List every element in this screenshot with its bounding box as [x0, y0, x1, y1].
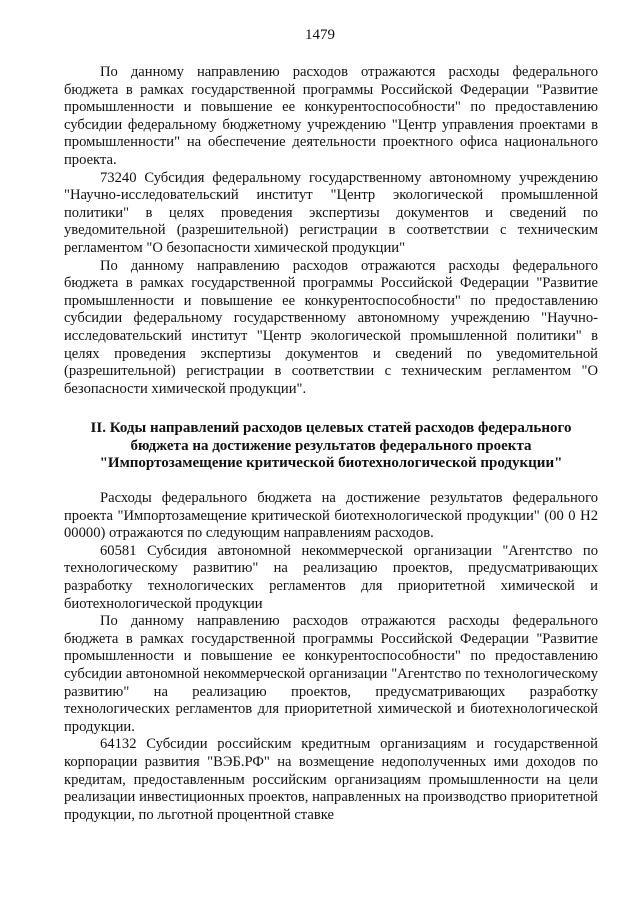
paragraph-direction-73240: По данному направлению расходов отражаются расходы федерального бюджета в рамках государственной программы Российской Федерации "Развитие промышленности и повышение ее конкурентоспособности" по предоставлению субсидии федеральному государственному автономному учреждению "Научно-исследовательский институт "Центр экологической промышленной политики" в целях проведения экспертизы документов и сведений по уведомительной (разрешительной) регистрации в соответствии с техническим регламентом "О безопасности химической продукции".: [64, 257, 598, 397]
paragraph-code-60581: 60581 Субсидия автономной некоммерческой организации "Агентство по технологическому развитию" на реализацию проектов, предусматривающих разработку технологических регламентов для приоритетной химической и биотехнологической продукции: [64, 542, 598, 612]
paragraph-direction-60581: По данному направлению расходов отражаются расходы федерального бюджета в рамках государственной программы Российской Федерации "Развитие промышленности и повышение ее конкурентоспособности" по предоставлению субсидии автономной некоммерческой организации "Агентство по технологическому развитию" на реализацию проектов, предусматривающих разработку технологических регламентов для приоритетной химической и биотехнологической продукции.: [64, 613, 598, 735]
paragraph-code-64132: 64132 Субсидии российским кредитным организациям и государственной корпорации развития "ВЭБ.РФ" на возмещение недополученных ими доходов по кредитам, предоставленным российским организациям промышленности на цели реализации инвестиционных проектов, направленных на производство приоритетной продукции, по льготной процентной ставке: [64, 736, 598, 823]
paragraph-code-73240: 73240 Субсидия федеральному государственному автономному учреждению "Научно-исследовательский институт "Центр экологической промышленной политики" в целях проведения экспертизы документов и сведений по уведомительной (разрешительной) регистрации в соответствии с техническим регламентом "О безопасности химической продукции": [64, 169, 598, 256]
paragraph-direction-73230: По данному направлению расходов отражаются расходы федерального бюджета в рамках государственной программы Российской Федерации "Развитие промышленности и повышение ее конкурентоспособности" по предоставлению субсидии федеральному бюджетному учреждению "Центр управления проектами в промышленности" на обеспечение деятельности проектного офиса национального проекта.: [64, 64, 598, 168]
section-heading: II. Коды направлений расходов целевых статей расходов федерального бюджета на достижение результатов федерального проекта "Импортозамещение критической биотехнологической продукции": [90, 420, 572, 472]
page-number: 1479: [305, 27, 335, 43]
document-body: [64, 64, 598, 824]
paragraph-intro-h2: Расходы федерального бюджета на достижение результатов федерального проекта "Импортозамещение критической биотехнологической продукции" (00 0 Н2 00000) отражаются по следующим направлениям расходов.: [64, 490, 598, 542]
